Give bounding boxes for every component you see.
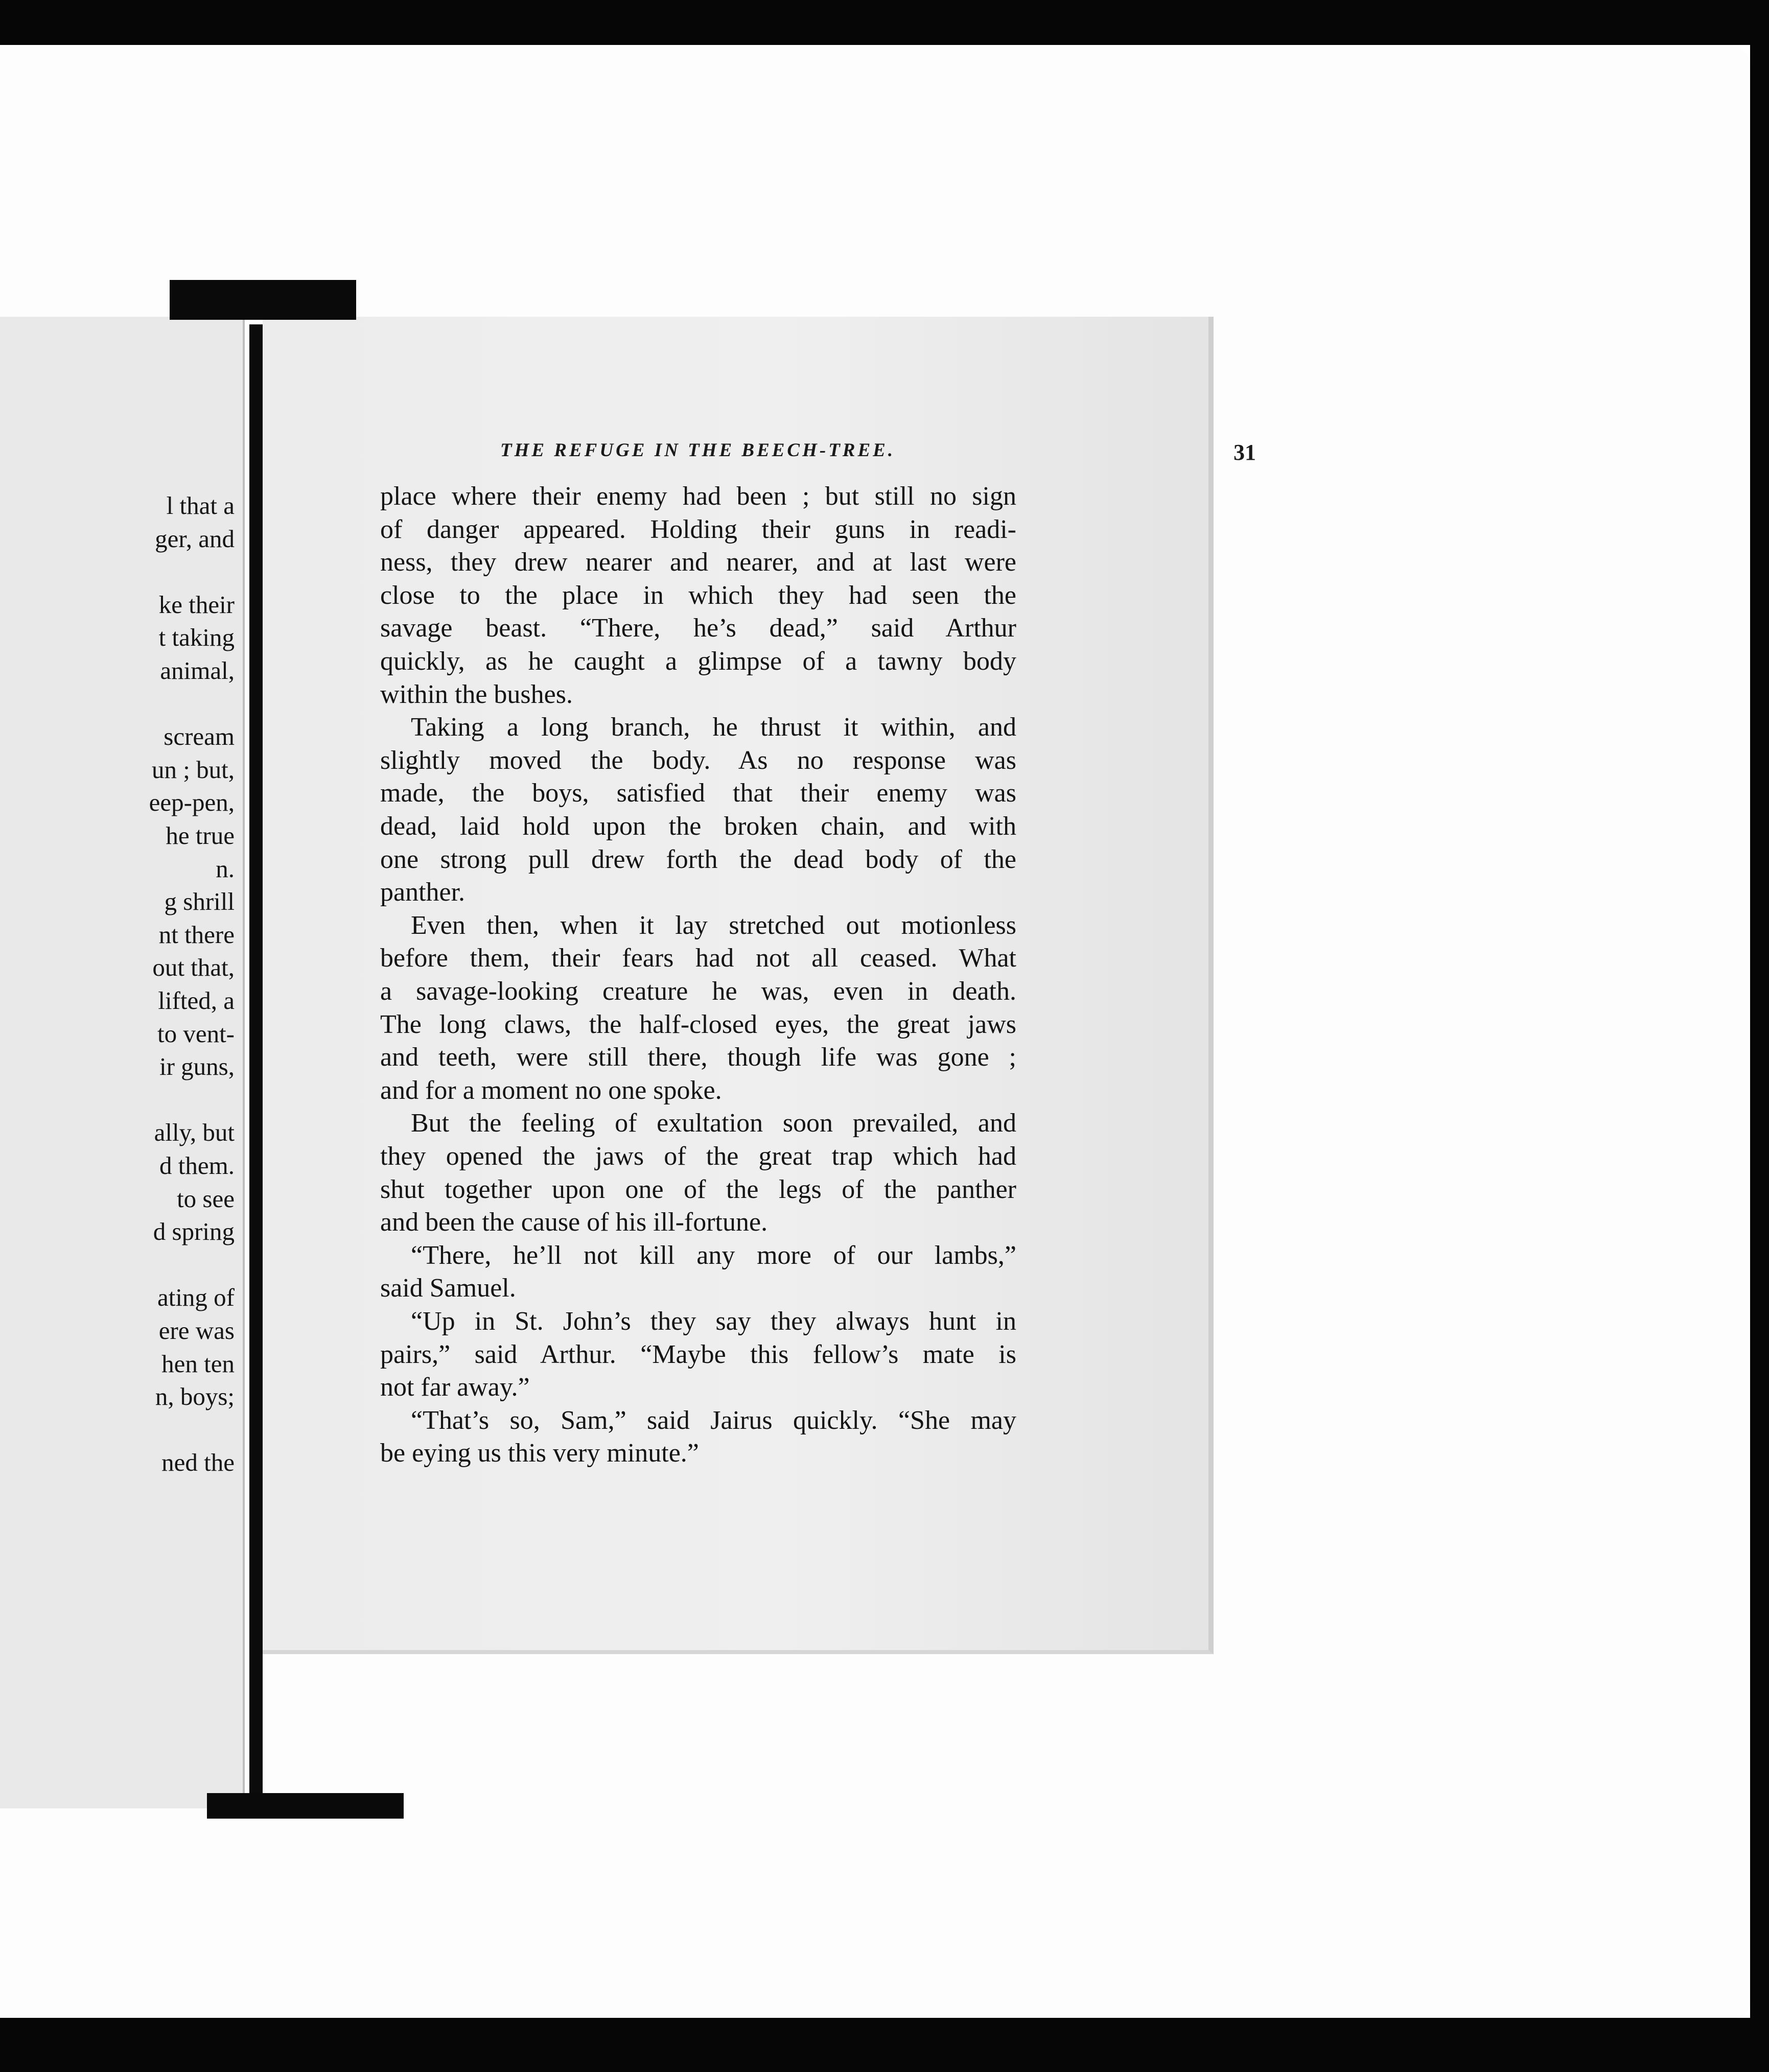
left-page-line: n, boys;	[155, 1382, 235, 1411]
text-line: one strong pull drew forth the dead body of the	[380, 844, 1016, 874]
text-line: said Samuel.	[380, 1274, 516, 1303]
text-line: slightly moved the body. As no response was	[380, 745, 1016, 775]
text-line: Taking a long branch, he thrust it within, and	[411, 713, 1016, 742]
text-line: they opened the jaws of the great trap which had	[380, 1142, 1016, 1171]
text-line: panther.	[380, 878, 465, 907]
text-line: shut together upon one of the legs of the panther	[380, 1174, 1016, 1204]
left-page-line: eep-pen,	[149, 788, 235, 817]
text-line: “There, he’ll not kill any more of our lambs,”	[411, 1240, 1016, 1270]
left-page-line: t taking	[158, 623, 235, 652]
text-line: and for a moment no one spoke.	[380, 1075, 722, 1105]
text-line: savage beast. “There, he’s dead,” said Arthur	[380, 614, 1016, 643]
left-page-line: ke their	[158, 590, 235, 619]
text-line: close to the place in which they had seen the	[380, 580, 1016, 610]
page-clamp-bottom	[207, 1793, 404, 1819]
left-page-line: ger, and	[155, 524, 235, 553]
left-page-line: he true	[166, 821, 235, 850]
running-head	[500, 439, 1256, 470]
text-line: place where their enemy had been ; but still no sign	[380, 482, 1016, 511]
left-page-line: un ; but,	[152, 755, 235, 784]
right-page	[263, 317, 1256, 1654]
text-line: made, the boys, satisfied that their enemy was	[380, 779, 1016, 808]
text-line: within the bushes.	[380, 679, 573, 709]
text-line: and teeth, were still there, though life was gone ;	[380, 1043, 1016, 1072]
left-page-line: to see	[177, 1184, 235, 1213]
text-line: Even then, when it lay stretched out motionless	[411, 910, 1016, 940]
running-title: THE REFUGE IN THE BEECH-TREE.	[500, 440, 896, 461]
left-page-line: l that a	[166, 491, 235, 520]
text-line: pairs,” said Arthur. “Maybe this fellow’s mate is	[380, 1339, 1016, 1369]
left-page-line: d spring	[153, 1217, 235, 1246]
text-line: “That’s so, Sam,” said Jairus quickly. “She may	[411, 1405, 1016, 1435]
text-line: dead, laid hold upon the broken chain, and with	[380, 812, 1016, 841]
left-page-line: ating of	[157, 1283, 235, 1312]
text-line: not far away.”	[380, 1373, 530, 1402]
film-border-bottom	[0, 2018, 1769, 2072]
text-line: before them, their fears had not all ceased. What	[380, 944, 1016, 973]
text-line: “Up in St. John’s they say they always hunt in	[411, 1307, 1016, 1336]
left-page-line: d them.	[159, 1151, 235, 1180]
film-border-right	[1750, 0, 1769, 2072]
page-number: 31	[1233, 440, 1256, 465]
left-page-line: to vent-	[157, 1019, 235, 1048]
left-page-line: scream	[164, 722, 235, 751]
left-page-line: ally, but	[154, 1118, 235, 1147]
film-border-top	[0, 0, 1769, 45]
text-line: and been the cause of his ill-fortune.	[380, 1208, 768, 1237]
left-page	[0, 317, 245, 1808]
left-page-line: animal,	[160, 656, 235, 685]
text-line: a savage-looking creature he was, even in death.	[380, 977, 1016, 1006]
text-line: of danger appeared. Holding their guns in readi-	[380, 514, 1016, 544]
left-page-line: out that,	[152, 953, 235, 982]
left-page-line: nt there	[158, 920, 235, 949]
page-clamp-top	[170, 280, 356, 320]
text-line: The long claws, the half-closed eyes, the great jaws	[380, 1009, 1016, 1039]
left-page-line: ere was	[158, 1316, 235, 1345]
text-line: But the feeling of exultation soon prevailed, and	[411, 1109, 1016, 1138]
text-line: quickly, as he caught a glimpse of a tawny body	[380, 647, 1016, 676]
left-page-line: hen ten	[161, 1349, 235, 1378]
text-line: ness, they drew nearer and nearer, and at last were	[380, 548, 1016, 577]
left-page-line: ned the	[161, 1448, 235, 1477]
left-page-line: g shrill	[164, 887, 235, 916]
left-page-line: ir guns,	[159, 1052, 235, 1081]
left-page-line: n.	[216, 854, 235, 883]
text-line: be eying us this very minute.”	[380, 1439, 699, 1468]
book-spine	[249, 324, 263, 1803]
left-page-line: lifted, a	[158, 986, 235, 1015]
